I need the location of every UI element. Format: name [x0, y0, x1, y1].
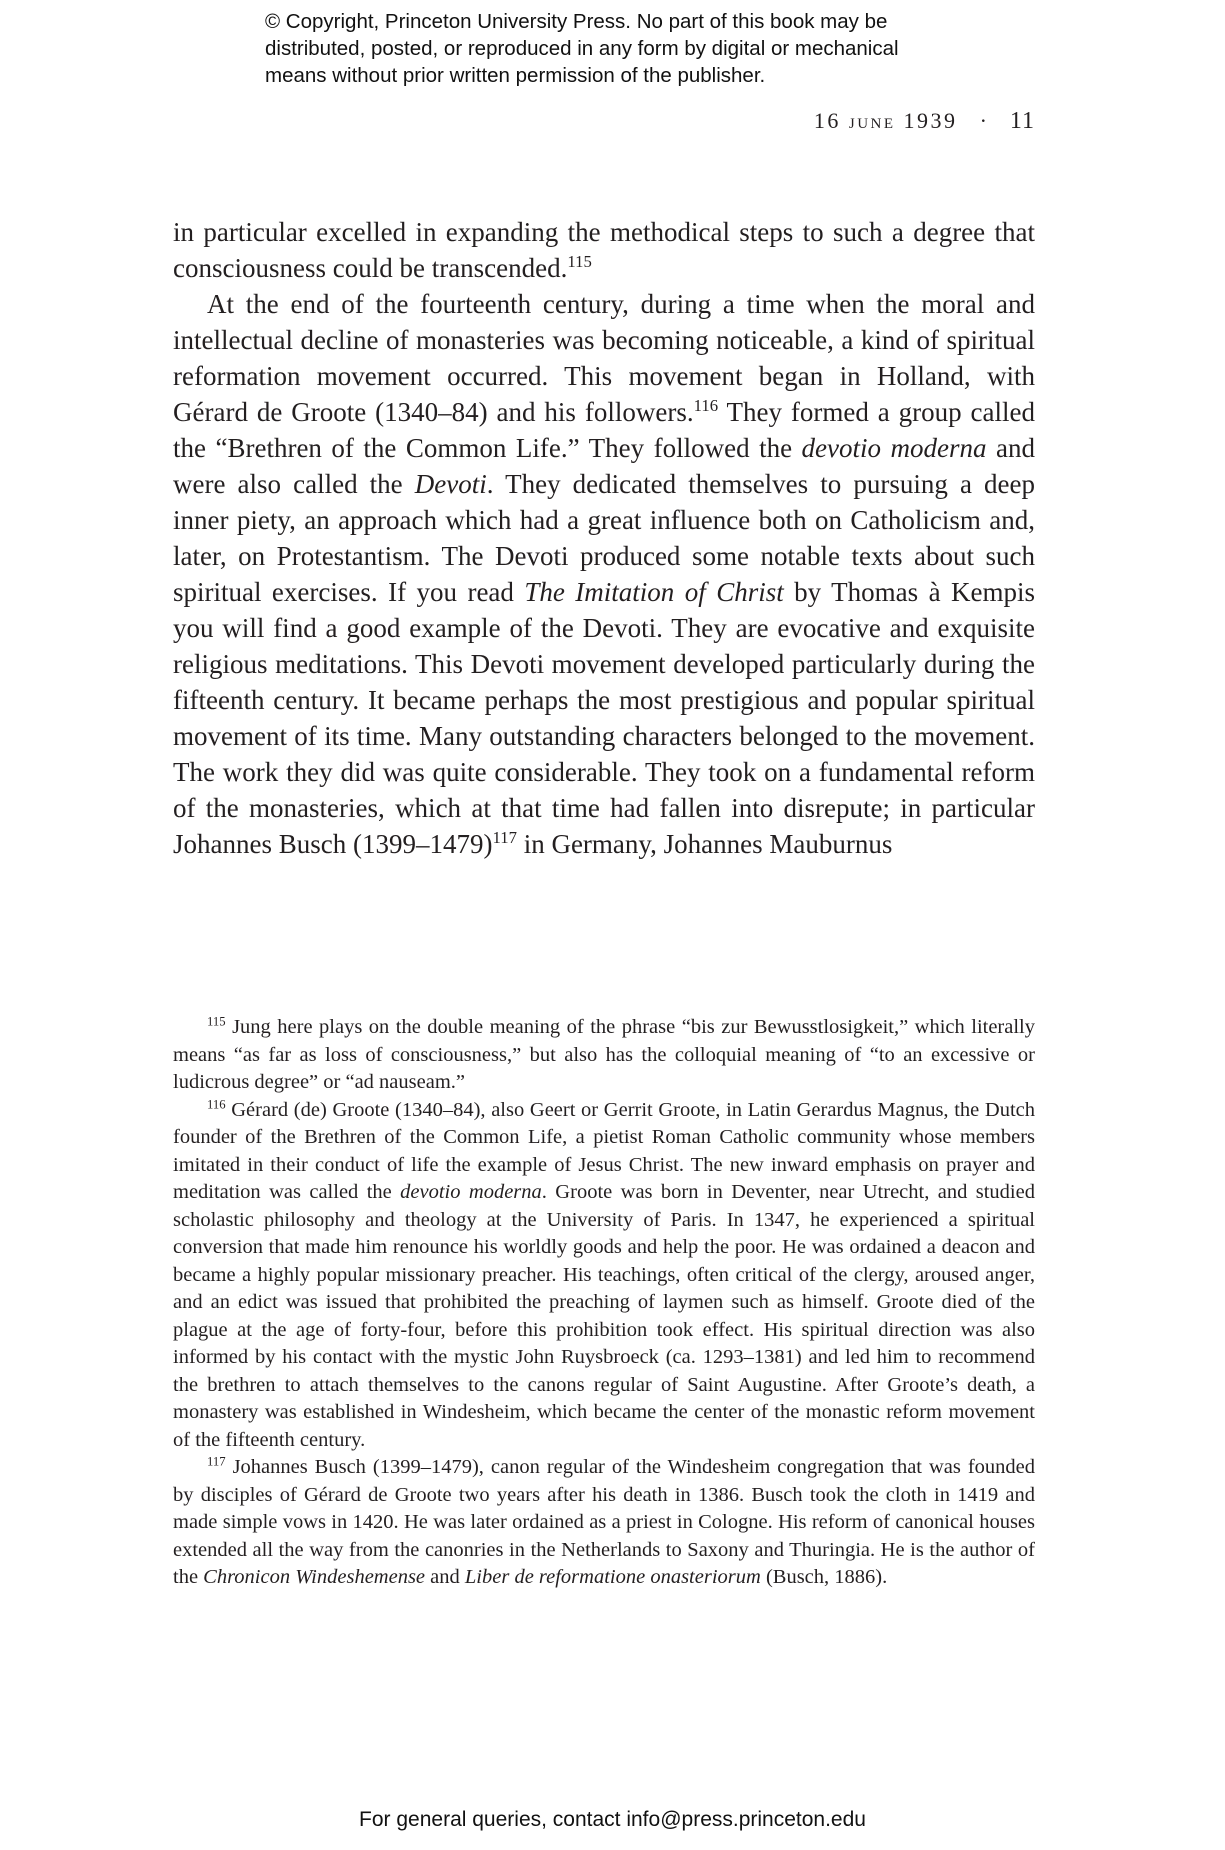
- footnote-text: (Busch, 1886).: [760, 1566, 888, 1588]
- footnote-ref: 116: [693, 395, 719, 415]
- paragraph-text: and were also called the: [173, 433, 1035, 499]
- paragraph: [173, 286, 1035, 862]
- italic-term: Devoti: [414, 469, 487, 499]
- book-title: Liber de reformatione onasteriorum: [464, 1566, 761, 1588]
- footnote-ref: 115: [567, 251, 592, 271]
- footnote-number: 116: [207, 1096, 226, 1111]
- paragraph: [173, 214, 1035, 286]
- body-text: [173, 214, 1035, 862]
- italic-term: devotio moderna: [400, 1181, 542, 1203]
- footnote-text: Jung here plays on the double meaning of the phrase “bis zur Bewusstlosigkeit,” which literally means “as far as loss of consciousness,” but also has the colloquial meaning of “to an excessive or ludicrous degree” or “ad nauseam.”: [173, 1016, 1036, 1093]
- paragraph-text: in Germany, Johannes Mauburnus: [516, 829, 893, 859]
- footnote-text: Johannes Busch (1399–1479), canon regular of the Windesheim congregation that was founded by disciples of Gérard de Groote two years after his death in 1386. Busch took the cloth in 1419 and made simple vows in 1420. He was later ordained as a priest in Cologne. His reform of canonical houses extended all the way from the canonries in the Netherlands to Saxony and Thuringia. He is the author of the: [173, 1456, 1035, 1588]
- footnote-text: Gérard (de) Groote (1340–84), also Geert or Gerrit Groote, in Latin Gerardus Magnus, the Dutch founder of the Brethren of the Common Life, a pietist Roman Catholic community whose members imitated in their conduct of life the example of Jesus Christ. The new inward emphasis on prayer and meditation was called the: [173, 1098, 1035, 1203]
- copyright-line: © Copyright, Princeton University Press. No part of this book may be: [265, 10, 888, 33]
- footnotes: [173, 1014, 1035, 1592]
- footnote-text: . Groote was born in Deventer, near Utrecht, and studied scholastic philosophy and theology at the University of Paris. In 1347, he experienced a spiritual conversion that made him renounce his worldly goods and help the poor. He was ordained a deacon and became a highly popular missionary preacher. His teachings, often critical of the clergy, aroused anger, and an edict was issued that prohibited the preaching of laymen such as himself. Groote died of the plague at the age of forty-four, before this prohibition took effect. His spiritual direction was also informed by his contact with the mystic John Ruysbroeck (ca. 1293–1381) and led him to recommend the brethren to attach themselves to the canons regular of Saint Augustine. After Groote’s death, a monastery was established in Windesheim, which became the center of the monastic reform movement of the fifteenth century.: [173, 1181, 1035, 1451]
- paragraph-text: . They dedicated themselves to pursuing a deep inner piety, an approach which had a great influence both on Catholicism and, later, on Protestantism. The Devoti produced some notable texts about such spiritual exercises. If you read: [173, 469, 1035, 607]
- copyright-notice: [265, 8, 1045, 89]
- footnote-115: [173, 1014, 1035, 1097]
- footnote-ref: 117: [492, 827, 517, 847]
- running-head-title: 16 june 1939: [813, 108, 958, 133]
- paragraph-text: At the end of the fourteenth century, during a time when the moral and intellectual decline of monasteries was becoming noticeable, a kind of spiritual reformation movement occurred. This movement began in Holland, with Gérard de Groote (1340–84) and his followers.: [173, 289, 1035, 427]
- footnote-number: 117: [207, 1454, 226, 1469]
- running-head: [814, 108, 1035, 135]
- footnote-117: [173, 1454, 1035, 1592]
- italic-term: devotio moderna: [801, 433, 987, 463]
- footnote-number: 115: [207, 1014, 226, 1029]
- copyright-line: distributed, posted, or reproduced in any form by digital or mechanical: [265, 37, 899, 60]
- copyright-line: means without prior written permission of the publisher.: [265, 64, 766, 87]
- footnote-text: and: [425, 1566, 465, 1588]
- paragraph-text: They formed a group called the “Brethren of the Common Life.” They followed the: [173, 397, 1036, 463]
- book-title: Chronicon Windeshemense: [203, 1566, 426, 1588]
- paragraph-text: by Thomas à Kempis you will find a good example of the Devoti. They are evocative and exquisite religious meditations. This Devoti movement developed particularly during the fifteenth century. It became perhaps the most prestigious and popular spiritual movement of its time. Many outstanding characters belonged to the movement. The work they did was quite considerable. They took on a fundamental reform of the monasteries, which at that time had fallen into disrepute; in particular Johannes Busch (1399–1479): [173, 577, 1035, 859]
- paragraph-text: in particular excelled in expanding the methodical steps to such a degree that consciousness could be transcended.: [173, 217, 1035, 283]
- page-number: 11: [1009, 108, 1035, 134]
- footer-contact: For general queries, contact info@press.princeton.edu: [359, 1808, 866, 1831]
- book-title: The Imitation of Christ: [524, 577, 784, 607]
- footnote-116: [173, 1097, 1035, 1455]
- running-head-separator: ·: [979, 108, 988, 133]
